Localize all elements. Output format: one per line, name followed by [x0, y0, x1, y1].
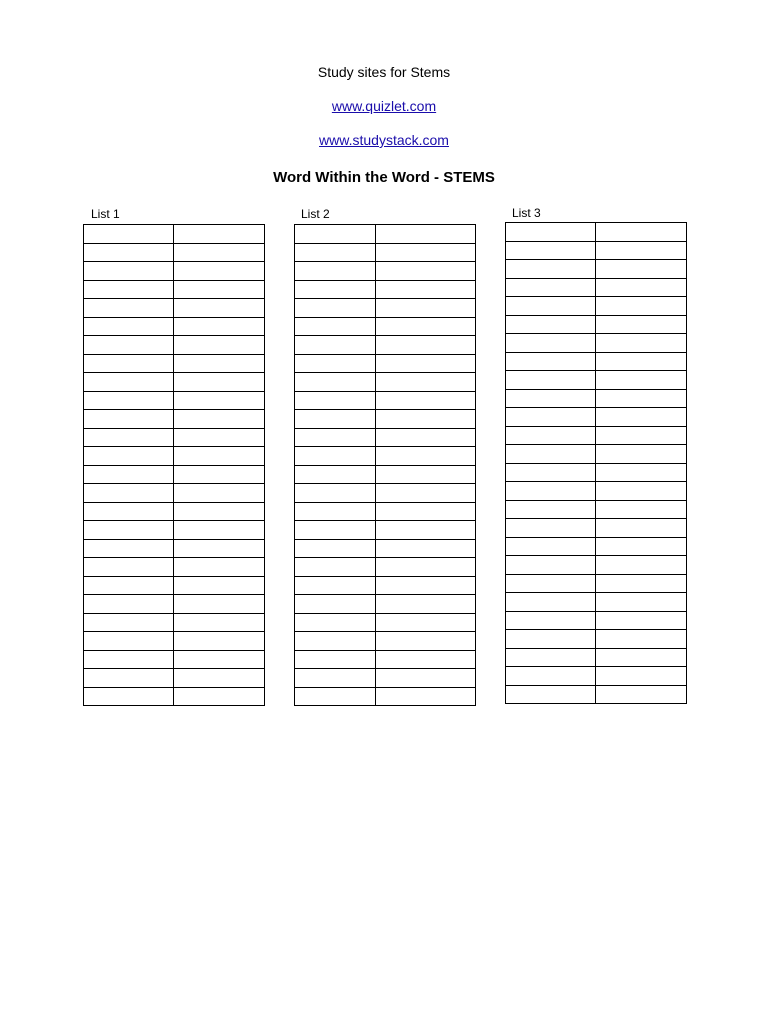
meaning-cell[interactable] — [596, 297, 687, 316]
meaning-cell[interactable] — [174, 465, 265, 484]
stem-cell[interactable] — [506, 574, 596, 593]
table-row — [84, 650, 265, 669]
stem-cell[interactable] — [506, 630, 596, 649]
stem-cell[interactable] — [506, 648, 596, 667]
stem-cell[interactable] — [84, 410, 174, 429]
stem-cell[interactable] — [295, 650, 376, 669]
meaning-cell[interactable] — [376, 558, 476, 577]
meaning-cell[interactable] — [596, 519, 687, 538]
meaning-cell[interactable] — [174, 317, 265, 336]
table-row — [506, 463, 687, 482]
stem-cell[interactable] — [84, 502, 174, 521]
table-row — [84, 225, 265, 244]
meaning-cell[interactable] — [376, 687, 476, 706]
table-row — [506, 593, 687, 612]
meaning-cell[interactable] — [376, 447, 476, 466]
table-row — [506, 445, 687, 464]
stem-cell[interactable] — [84, 428, 174, 447]
meaning-cell[interactable] — [596, 574, 687, 593]
table-row — [506, 667, 687, 686]
table-row — [84, 391, 265, 410]
table-row — [84, 576, 265, 595]
meaning-cell[interactable] — [376, 428, 476, 447]
meaning-cell[interactable] — [376, 391, 476, 410]
meaning-cell[interactable] — [596, 352, 687, 371]
stem-cell[interactable] — [295, 539, 376, 558]
stem-cell[interactable] — [295, 558, 376, 577]
stem-cell[interactable] — [84, 280, 174, 299]
table-row — [295, 502, 476, 521]
table-row — [506, 371, 687, 390]
stem-cell[interactable] — [295, 317, 376, 336]
stem-cell[interactable] — [84, 576, 174, 595]
stem-cell[interactable] — [506, 334, 596, 353]
meaning-cell[interactable] — [596, 463, 687, 482]
meaning-cell[interactable] — [376, 521, 476, 540]
table-row — [506, 574, 687, 593]
stem-cell[interactable] — [295, 595, 376, 614]
table-row — [295, 521, 476, 540]
table-row — [84, 262, 265, 281]
meaning-cell[interactable] — [596, 648, 687, 667]
meaning-cell[interactable] — [376, 280, 476, 299]
table-row — [506, 408, 687, 427]
meaning-cell[interactable] — [376, 595, 476, 614]
meaning-cell[interactable] — [596, 500, 687, 519]
meaning-cell[interactable] — [174, 373, 265, 392]
table-row — [295, 447, 476, 466]
meaning-cell[interactable] — [596, 241, 687, 260]
quizlet-link[interactable]: www.quizlet.com — [331, 98, 437, 114]
stem-cell[interactable] — [84, 373, 174, 392]
meaning-cell[interactable] — [174, 243, 265, 262]
stem-cell[interactable] — [295, 280, 376, 299]
stem-cell[interactable] — [84, 613, 174, 632]
meaning-cell[interactable] — [376, 576, 476, 595]
stem-cell[interactable] — [295, 428, 376, 447]
table-row — [84, 521, 265, 540]
stem-cell[interactable] — [295, 299, 376, 318]
list-3-label: List 3 — [512, 206, 541, 220]
table-row — [506, 223, 687, 242]
table-row — [295, 299, 476, 318]
stem-cell[interactable] — [84, 391, 174, 410]
stem-cell[interactable] — [506, 445, 596, 464]
meaning-cell[interactable] — [174, 576, 265, 595]
table-row — [84, 373, 265, 392]
table-row — [84, 317, 265, 336]
stem-cell[interactable] — [295, 632, 376, 651]
stem-cell[interactable] — [506, 223, 596, 242]
stem-cell[interactable] — [84, 465, 174, 484]
stem-cell[interactable] — [84, 521, 174, 540]
page-title: Word Within the Word - STEMS — [273, 169, 495, 186]
meaning-cell[interactable] — [174, 539, 265, 558]
table-row — [84, 354, 265, 373]
meaning-cell[interactable] — [376, 299, 476, 318]
table-row — [506, 426, 687, 445]
stem-cell[interactable] — [506, 389, 596, 408]
table-row — [506, 611, 687, 630]
table-row — [84, 243, 265, 262]
table-row — [295, 243, 476, 262]
table-row — [295, 373, 476, 392]
table-row — [84, 632, 265, 651]
meaning-cell[interactable] — [376, 613, 476, 632]
table-row — [295, 465, 476, 484]
stem-cell[interactable] — [295, 410, 376, 429]
meaning-cell[interactable] — [174, 521, 265, 540]
table-row — [295, 650, 476, 669]
table-row — [506, 685, 687, 704]
stem-cell[interactable] — [506, 519, 596, 538]
stem-cell[interactable] — [295, 613, 376, 632]
table-row — [506, 500, 687, 519]
meaning-cell[interactable] — [174, 650, 265, 669]
table-row — [295, 262, 476, 281]
table-row — [295, 354, 476, 373]
meaning-cell[interactable] — [174, 336, 265, 355]
table-row — [84, 595, 265, 614]
meaning-cell[interactable] — [174, 280, 265, 299]
table-row — [295, 225, 476, 244]
stem-cell[interactable] — [506, 426, 596, 445]
stem-cell[interactable] — [506, 537, 596, 556]
stem-cell[interactable] — [295, 687, 376, 706]
table-row — [506, 297, 687, 316]
stem-cell[interactable] — [84, 484, 174, 503]
table-row — [295, 428, 476, 447]
stem-cell[interactable] — [295, 576, 376, 595]
meaning-cell[interactable] — [376, 243, 476, 262]
meaning-cell[interactable] — [174, 299, 265, 318]
stem-cell[interactable] — [506, 241, 596, 260]
meaning-cell[interactable] — [596, 611, 687, 630]
meaning-cell[interactable] — [174, 354, 265, 373]
table-row — [84, 299, 265, 318]
meaning-cell[interactable] — [376, 336, 476, 355]
list-3-table — [505, 222, 687, 704]
meaning-cell[interactable] — [596, 537, 687, 556]
table-row — [506, 537, 687, 556]
stem-cell[interactable] — [295, 354, 376, 373]
stem-cell[interactable] — [84, 354, 174, 373]
stem-cell[interactable] — [506, 352, 596, 371]
stem-cell[interactable] — [84, 262, 174, 281]
meaning-cell[interactable] — [376, 465, 476, 484]
meaning-cell[interactable] — [596, 445, 687, 464]
table-row — [506, 241, 687, 260]
stem-cell[interactable] — [295, 669, 376, 688]
stem-cell[interactable] — [506, 611, 596, 630]
table-row — [506, 482, 687, 501]
meaning-cell[interactable] — [376, 539, 476, 558]
meaning-cell[interactable] — [376, 669, 476, 688]
stem-cell[interactable] — [84, 336, 174, 355]
list-2-label: List 2 — [301, 207, 330, 221]
study-sites-heading: Study sites for Stems — [317, 64, 451, 80]
meaning-cell[interactable] — [174, 595, 265, 614]
table-row — [506, 630, 687, 649]
studystack-link[interactable]: www.studystack.com — [319, 132, 449, 148]
stem-cell[interactable] — [295, 465, 376, 484]
meaning-cell[interactable] — [174, 410, 265, 429]
meaning-cell[interactable] — [596, 685, 687, 704]
table-row — [84, 669, 265, 688]
stem-cell[interactable] — [295, 391, 376, 410]
meaning-cell[interactable] — [596, 667, 687, 686]
stem-cell[interactable] — [295, 225, 376, 244]
meaning-cell[interactable] — [596, 260, 687, 279]
stem-cell[interactable] — [506, 408, 596, 427]
stem-cell[interactable] — [506, 500, 596, 519]
table-row — [506, 556, 687, 575]
stem-cell[interactable] — [506, 593, 596, 612]
stem-cell[interactable] — [84, 558, 174, 577]
meaning-cell[interactable] — [376, 262, 476, 281]
table-row — [84, 447, 265, 466]
table-row — [506, 352, 687, 371]
stem-cell[interactable] — [295, 262, 376, 281]
meaning-cell[interactable] — [174, 391, 265, 410]
table-row — [84, 465, 265, 484]
stem-cell[interactable] — [295, 447, 376, 466]
meaning-cell[interactable] — [174, 613, 265, 632]
meaning-cell[interactable] — [174, 428, 265, 447]
list-1-table — [83, 224, 265, 706]
meaning-cell[interactable] — [174, 262, 265, 281]
stem-cell[interactable] — [84, 317, 174, 336]
table-row — [506, 315, 687, 334]
meaning-cell[interactable] — [596, 408, 687, 427]
stem-cell[interactable] — [506, 371, 596, 390]
table-row — [295, 280, 476, 299]
table-row — [295, 687, 476, 706]
table-row — [84, 613, 265, 632]
meaning-cell[interactable] — [376, 650, 476, 669]
table-row — [84, 428, 265, 447]
meaning-cell[interactable] — [596, 556, 687, 575]
table-row — [295, 391, 476, 410]
table-row — [84, 539, 265, 558]
meaning-cell[interactable] — [174, 484, 265, 503]
stem-cell[interactable] — [295, 243, 376, 262]
meaning-cell[interactable] — [596, 426, 687, 445]
meaning-cell[interactable] — [596, 223, 687, 242]
stem-cell[interactable] — [84, 299, 174, 318]
table-row — [295, 595, 476, 614]
stem-cell[interactable] — [506, 297, 596, 316]
meaning-cell[interactable] — [174, 502, 265, 521]
stem-cell[interactable] — [295, 502, 376, 521]
meaning-cell[interactable] — [596, 315, 687, 334]
meaning-cell[interactable] — [376, 502, 476, 521]
table-row — [84, 484, 265, 503]
meaning-cell[interactable] — [596, 630, 687, 649]
stem-cell[interactable] — [84, 225, 174, 244]
meaning-cell[interactable] — [596, 371, 687, 390]
meaning-cell[interactable] — [596, 482, 687, 501]
meaning-cell[interactable] — [376, 354, 476, 373]
stem-cell[interactable] — [506, 315, 596, 334]
stem-cell[interactable] — [84, 447, 174, 466]
stem-cell[interactable] — [84, 595, 174, 614]
stem-cell[interactable] — [506, 556, 596, 575]
stem-cell[interactable] — [295, 521, 376, 540]
table-row — [84, 280, 265, 299]
meaning-cell[interactable] — [596, 278, 687, 297]
table-row — [84, 502, 265, 521]
meaning-cell[interactable] — [174, 225, 265, 244]
table-row — [506, 389, 687, 408]
meaning-cell[interactable] — [376, 410, 476, 429]
meaning-cell[interactable] — [376, 225, 476, 244]
meaning-cell[interactable] — [174, 447, 265, 466]
table-row — [295, 410, 476, 429]
meaning-cell[interactable] — [376, 484, 476, 503]
stem-cell[interactable] — [84, 539, 174, 558]
meaning-cell[interactable] — [376, 373, 476, 392]
list-1-label: List 1 — [91, 207, 120, 221]
table-row — [506, 260, 687, 279]
stem-cell[interactable] — [84, 632, 174, 651]
meaning-cell[interactable] — [174, 669, 265, 688]
table-row — [295, 484, 476, 503]
stem-cell[interactable] — [506, 685, 596, 704]
meaning-cell[interactable] — [376, 317, 476, 336]
table-row — [295, 613, 476, 632]
meaning-cell[interactable] — [596, 334, 687, 353]
table-row — [506, 334, 687, 353]
table-row — [84, 410, 265, 429]
table-row — [295, 669, 476, 688]
stem-cell[interactable] — [506, 260, 596, 279]
table-row — [295, 336, 476, 355]
stem-cell[interactable] — [84, 650, 174, 669]
table-row — [506, 519, 687, 538]
stem-cell[interactable] — [84, 243, 174, 262]
meaning-cell[interactable] — [596, 389, 687, 408]
stem-cell[interactable] — [295, 484, 376, 503]
table-row — [84, 687, 265, 706]
stem-cell[interactable] — [506, 482, 596, 501]
stem-cell[interactable] — [506, 667, 596, 686]
table-row — [506, 648, 687, 667]
table-row — [295, 539, 476, 558]
meaning-cell[interactable] — [174, 687, 265, 706]
table-row — [295, 576, 476, 595]
table-row — [84, 558, 265, 577]
meaning-cell[interactable] — [596, 593, 687, 612]
stem-cell[interactable] — [295, 336, 376, 355]
stem-cell[interactable] — [506, 278, 596, 297]
table-row — [295, 317, 476, 336]
stem-cell[interactable] — [506, 463, 596, 482]
table-row — [506, 278, 687, 297]
stem-cell[interactable] — [295, 373, 376, 392]
table-row — [295, 558, 476, 577]
meaning-cell[interactable] — [174, 632, 265, 651]
stem-cell[interactable] — [84, 669, 174, 688]
meaning-cell[interactable] — [174, 558, 265, 577]
list-2-table — [294, 224, 476, 706]
table-row — [84, 336, 265, 355]
meaning-cell[interactable] — [376, 632, 476, 651]
stem-cell[interactable] — [84, 687, 174, 706]
table-row — [295, 632, 476, 651]
